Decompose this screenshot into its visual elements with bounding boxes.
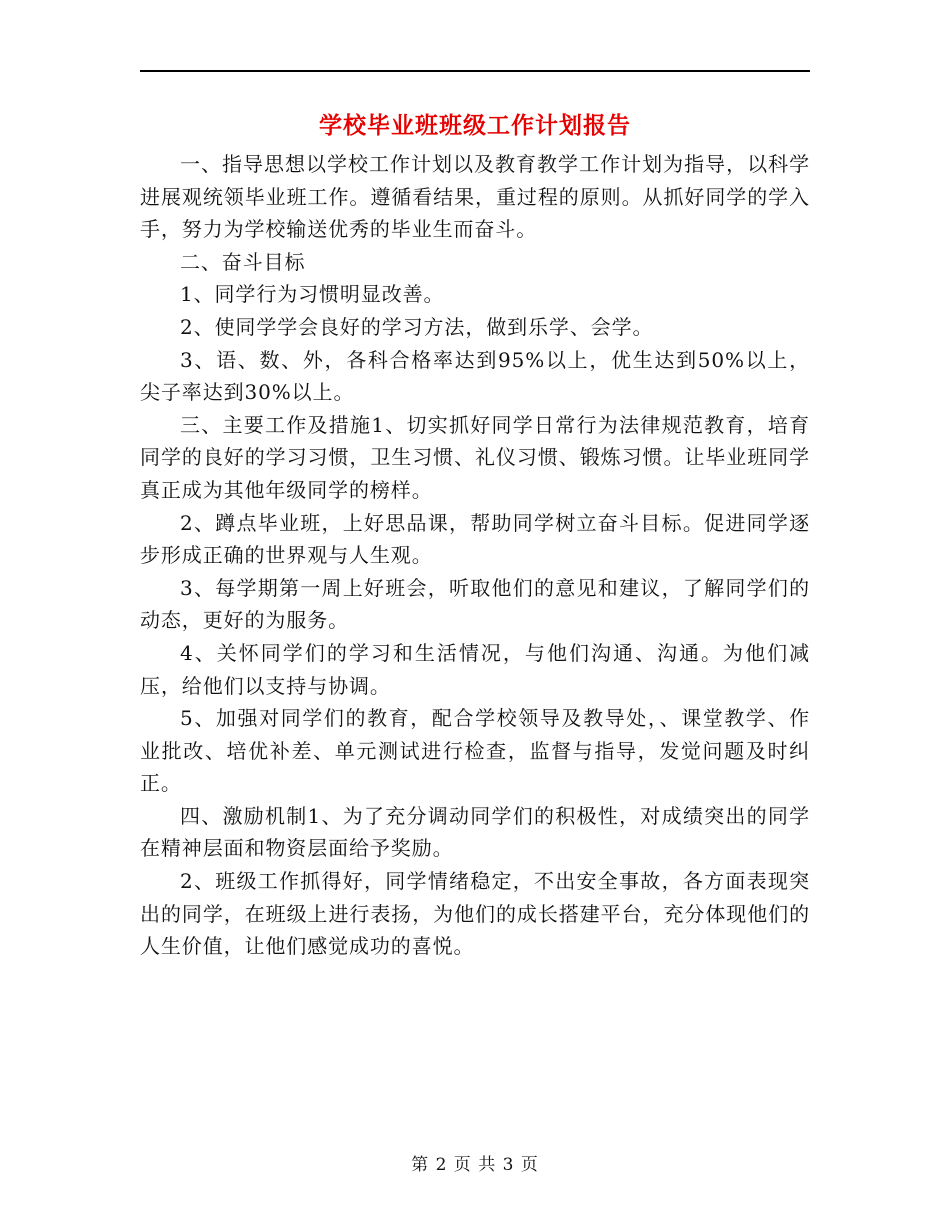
paragraph-measures-1: 三、主要工作及措施1、切实抓好同学日常行为法律规范教育，培育同学的良好的学习习惯，卫生习惯、礼仪习惯、锻炼习惯。让毕业班同学真正成为其他年级同学的榜样。 bbox=[140, 412, 810, 502]
paragraph-goal-1: 1、同学行为习惯明显改善。 bbox=[180, 282, 445, 307]
paragraph-incentive-2: 2、班级工作抓得好，同学情绪稳定，不出安全事故，各方面表现突出的同学，在班级上进行表扬，为他们的成长搭建平台，充分体现他们的人生价值，让他们感觉成功的喜悦。 bbox=[140, 869, 810, 959]
paragraph-guiding-ideology: 一、指导思想以学校工作计划以及教育教学工作计划为指导，以科学进展观统领毕业班工作。遵循看结果，重过程的原则。从抓好同学的学入手，努力为学校输送优秀的毕业生而奋斗。 bbox=[140, 152, 810, 242]
document-title: 学校毕业班班级工作计划报告 bbox=[319, 112, 631, 139]
paragraph-goal-2: 2、使同学学会良好的学习方法，做到乐学、会学。 bbox=[180, 314, 654, 339]
document-body bbox=[140, 148, 810, 963]
paragraph-measures-5: 5、加强对同学们的教育，配合学校领导及教导处，、课堂教学、作业批改、培优补差、单元测试进行检查，监督与指导，发觉问题及时纠正。 bbox=[140, 706, 810, 796]
paragraph-measures-3: 3、每学期第一周上好班会，听取他们的意见和建议，了解同学们的动态，更好的为服务。 bbox=[140, 575, 810, 633]
paragraph-goals-heading: 二、奋斗目标 bbox=[180, 249, 306, 274]
paragraph-incentive-1: 四、激励机制1、为了充分调动同学们的积极性，对成绩突出的同学在精神层面和物资层面给予奖励。 bbox=[140, 803, 810, 861]
page-footer: 第 2 页 共 3 页 bbox=[411, 1155, 539, 1175]
header-rule bbox=[140, 70, 810, 72]
paragraph-measures-2: 2、蹲点毕业班，上好思品课，帮助同学树立奋斗目标。促进同学逐步形成正确的世界观与人生观。 bbox=[140, 510, 810, 568]
paragraph-measures-4: 4、关怀同学们的学习和生活情况，与他们沟通、沟通。为他们减压，给他们以支持与协调。 bbox=[140, 640, 810, 698]
paragraph-goal-3: 3、语、数、外，各科合格率达到95%以上，优生达到50%以上，尖子率达到30%以上。 bbox=[140, 347, 810, 405]
